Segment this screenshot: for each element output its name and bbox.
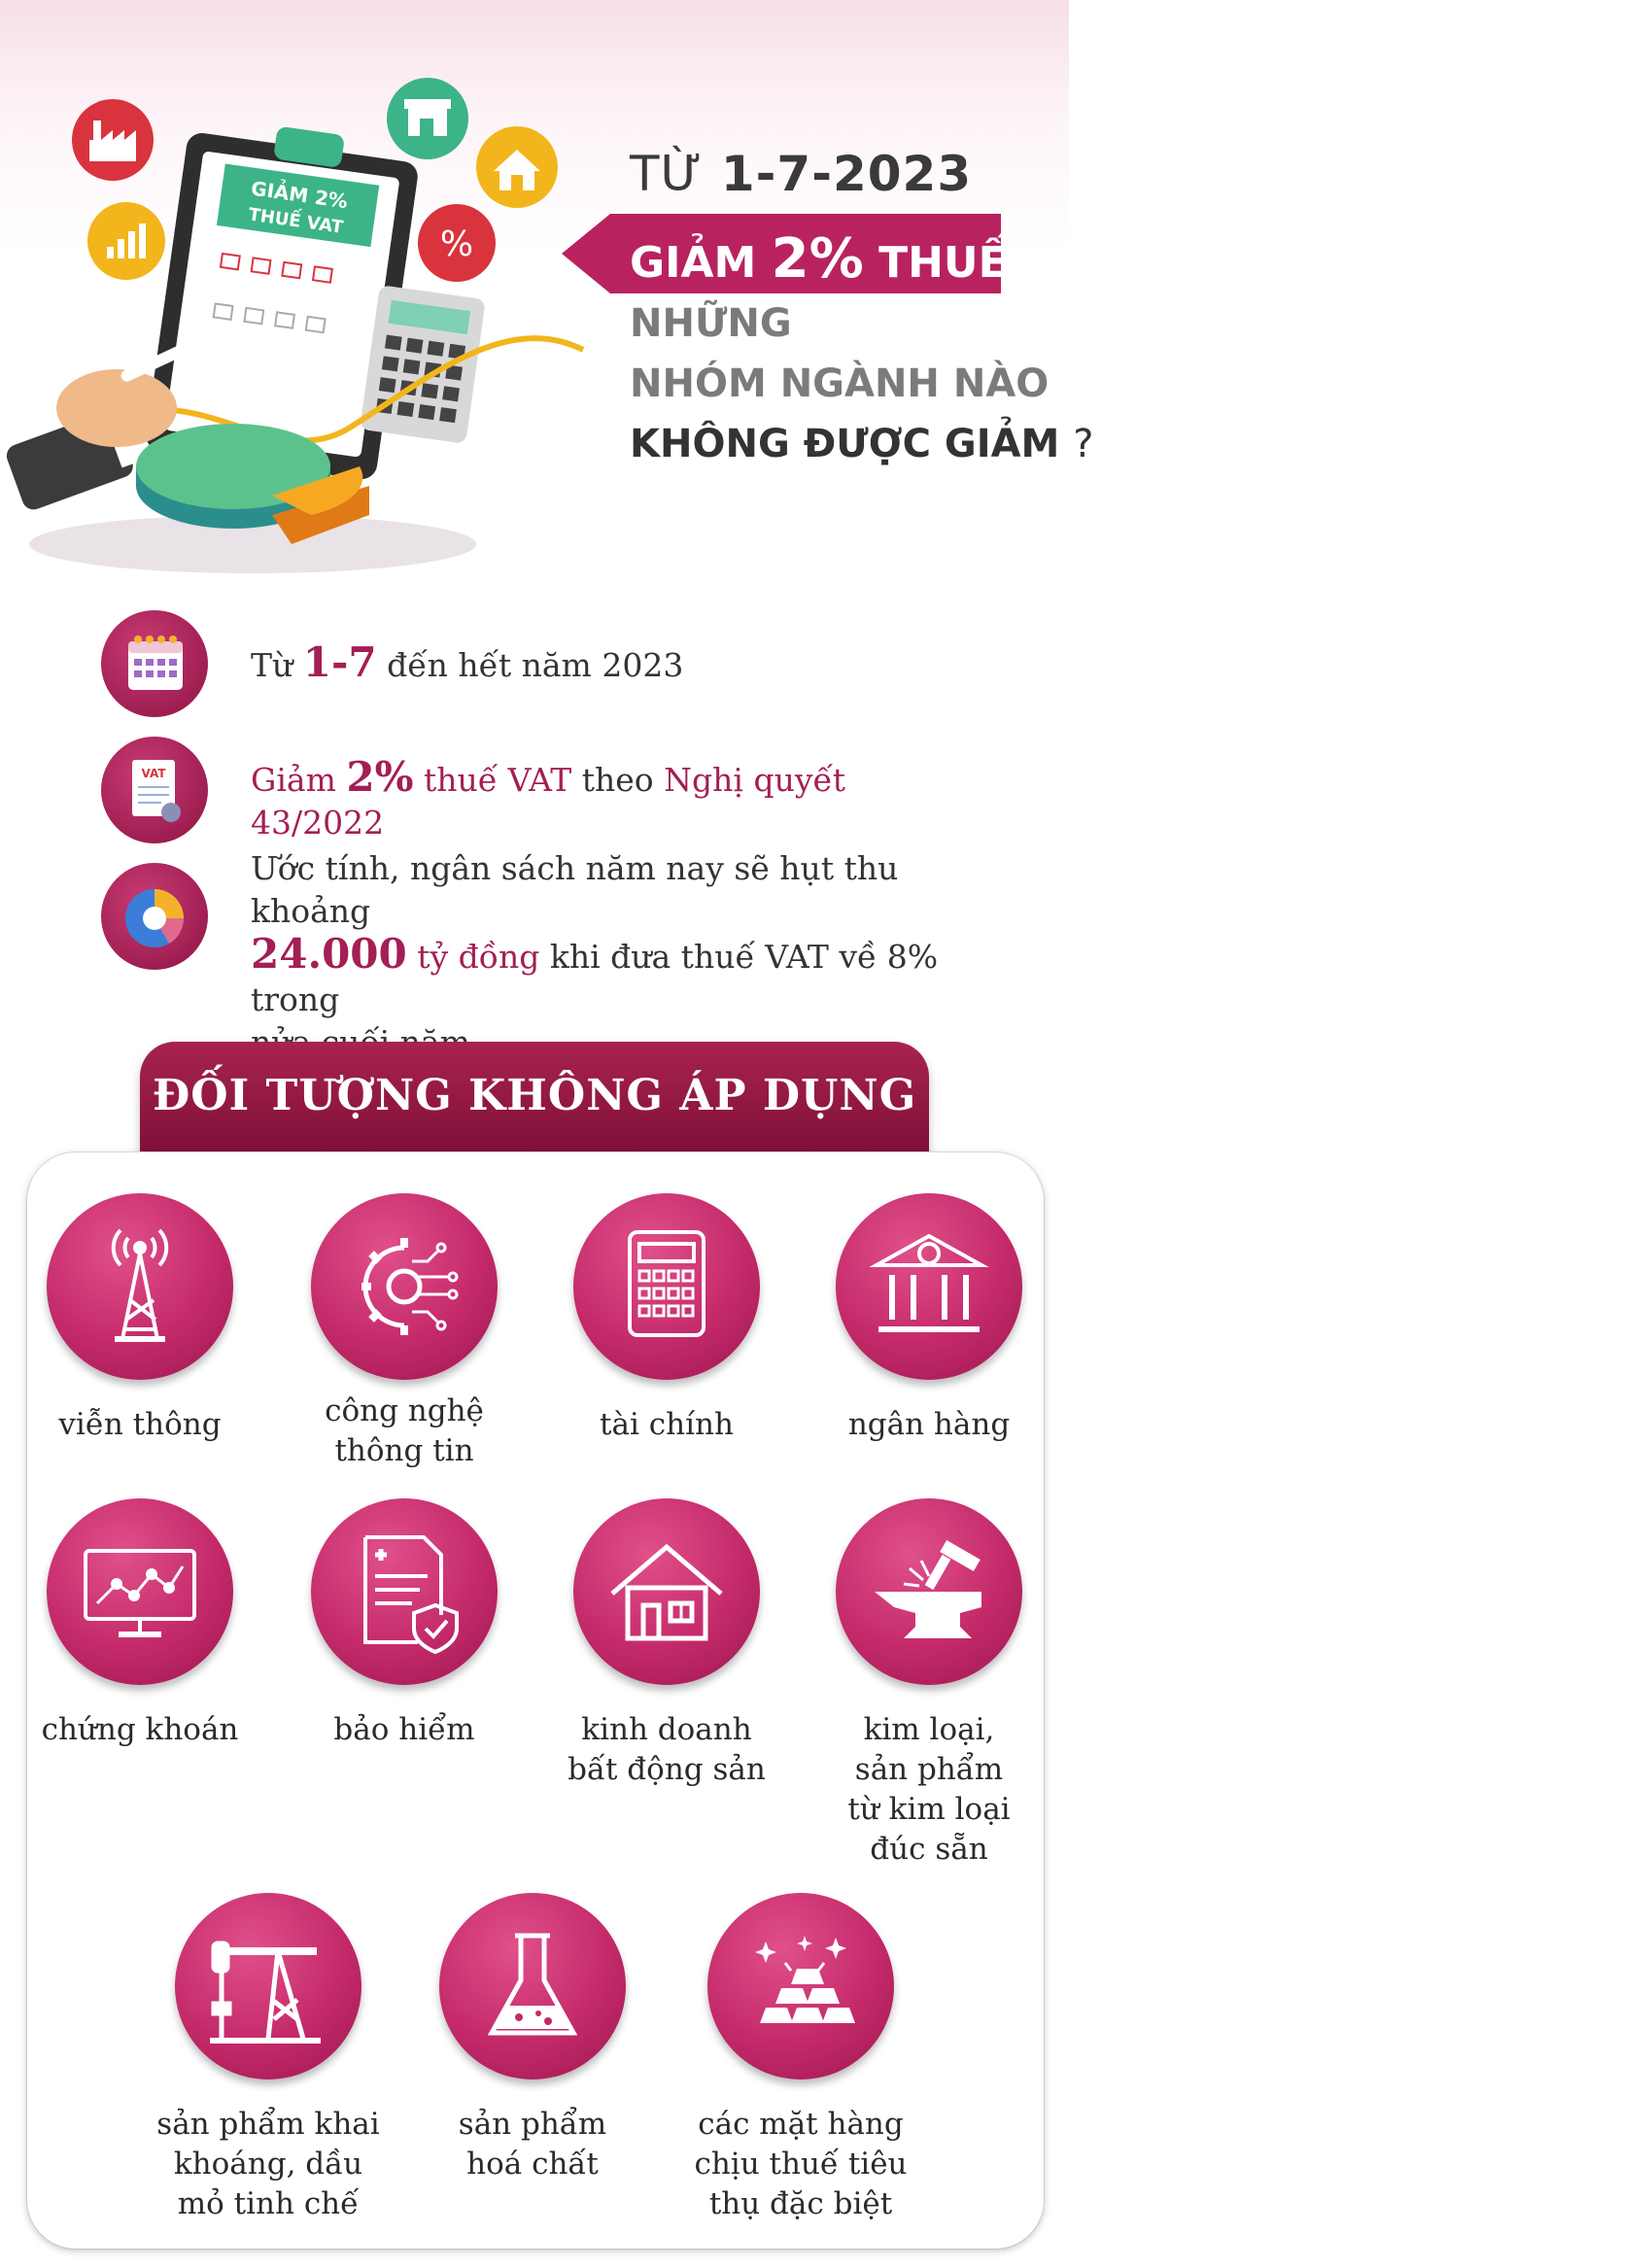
chemical-flask-icon	[439, 1893, 626, 2079]
anvil-hammer-icon	[836, 1498, 1022, 1685]
category-label: bảo hiểm	[333, 1712, 475, 1747]
pie-chart-icon	[101, 863, 208, 970]
svg-text:THUẾ VAT: THUẾ VAT	[247, 204, 345, 238]
vat-document-icon	[101, 737, 208, 843]
svg-text:GIẢM 2%: GIẢM 2%	[249, 176, 350, 214]
factory-icon	[72, 99, 154, 181]
bank-icon	[836, 1193, 1022, 1380]
house-bubble-icon	[476, 126, 558, 208]
svg-text:VAT: VAT	[141, 767, 166, 780]
store-icon	[387, 78, 468, 159]
gold-bars-icon	[707, 1893, 894, 2079]
headline	[630, 146, 1122, 466]
headline-date-line: TỪ 1-7-2023	[630, 146, 973, 202]
category-label: viễn thông	[58, 1407, 222, 1442]
headline-line-5: KHÔNG ĐƯỢC GIẢM ?	[630, 422, 1094, 466]
info-text-vat: Giảm 2% thuế VAT theo Nghị quyết 43/2022	[251, 753, 846, 842]
technology-gear-icon	[311, 1193, 498, 1380]
header-illustration	[0, 58, 622, 602]
headline-line-4: NHÓM NGÀNH NÀO	[630, 361, 1050, 406]
headline-banner-text: GIẢM 2% THUẾ VAT,	[630, 227, 1122, 291]
stock-chart-monitor-icon	[47, 1498, 233, 1685]
category-label: ngân hàng	[847, 1407, 1011, 1442]
percent-bubble-icon	[418, 204, 496, 282]
headline-line-3: NHỮNG	[630, 301, 792, 346]
category-label: tài chính	[600, 1407, 734, 1442]
section-title: ĐỐI TƯỢNG KHÔNG ÁP DỤNG	[152, 1071, 917, 1120]
category-label: chứng khoán	[41, 1712, 239, 1747]
info-text-date: Từ 1-7 đến hết năm 2023	[251, 638, 684, 686]
section-title-tab	[140, 1042, 929, 1156]
category-label: sản phẩm hoá chất	[458, 2107, 607, 2182]
calendar-icon	[101, 610, 208, 717]
svg-text:%: %	[439, 224, 474, 264]
insurance-document-icon	[311, 1498, 498, 1685]
category-label: kinh doanh bất động sản	[568, 1712, 766, 1787]
calculator-illustration-icon	[360, 285, 486, 444]
house-icon	[573, 1498, 760, 1685]
info-text-budget: Ước tính, ngân sách năm nay sẽ hụt thu khoảng 24.000 tỷ đồng khi đưa thuế VAT về 8% trong	[251, 849, 939, 1018]
oil-pump-icon	[175, 1893, 361, 2079]
category-label: công nghệ thông tin	[325, 1393, 484, 1468]
category-label: các mặt hàng chịu thuế tiêu thụ đặc biệt	[694, 2107, 908, 2221]
telecom-tower-icon	[47, 1193, 233, 1380]
bar-chart-bubble-icon	[87, 202, 165, 280]
category-label: kim loại, sản phẩm từ kim loại đúc sẵn	[847, 1712, 1011, 1867]
category-label: sản phẩm khai khoáng, dầu mỏ tinh chế	[156, 2107, 380, 2221]
calculator-icon	[573, 1193, 760, 1380]
